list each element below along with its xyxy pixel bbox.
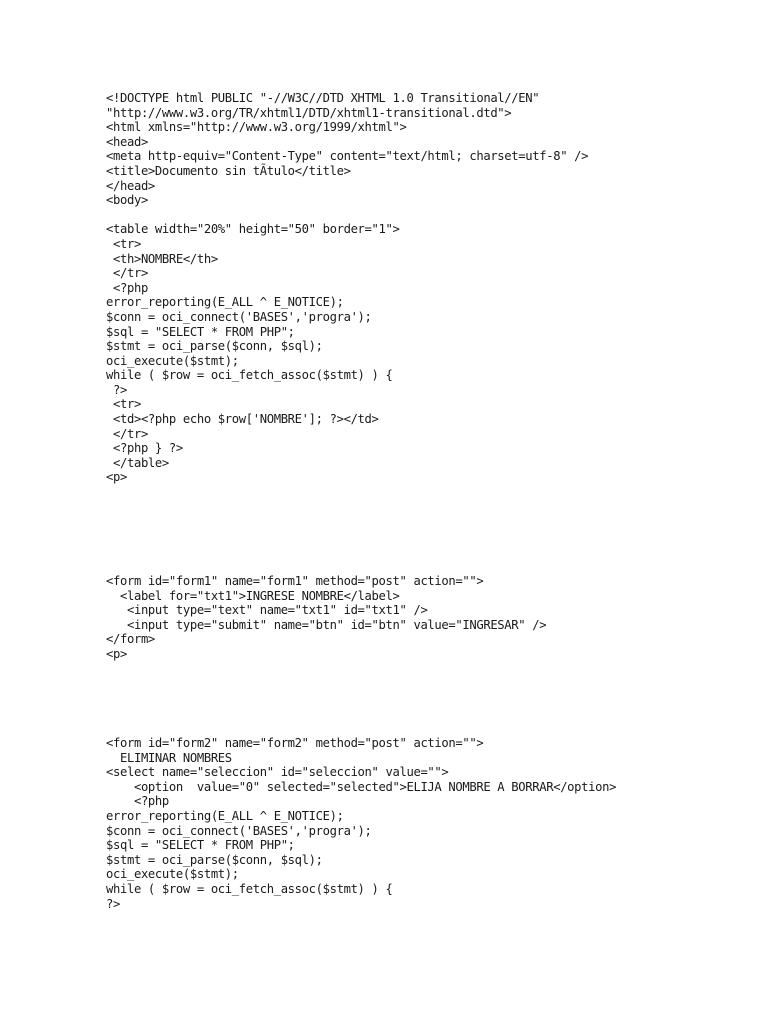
code-block-form-delete (106, 736, 616, 911)
code-line: </tr> (106, 426, 148, 441)
code-line: $sql = "SELECT * FROM PHP"; (106, 838, 295, 853)
code-line: <tr> (106, 397, 141, 412)
code-line (106, 208, 588, 223)
code-line: error_reporting(E_ALL ^ E_NOTICE); (106, 295, 344, 310)
code-block-form-insert (106, 574, 546, 662)
code-line: <p> (106, 646, 127, 661)
code-line: <select name="seleccion" id="seleccion" value=""> (106, 765, 449, 780)
code-line: <head> (106, 134, 148, 149)
code-line: <th>NOMBRE</th> (106, 251, 218, 266)
code-line: </table> (106, 455, 169, 470)
code-line: <?php (106, 794, 169, 809)
code-line: while ( $row = oci_fetch_assoc($stmt) ) { (106, 881, 393, 896)
code-line: $stmt = oci_parse($conn, $sql); (106, 339, 323, 354)
code-line: <table width="20%" height="50" border="1"> (106, 222, 400, 237)
code-line: <label for="txt1">INGRESE NOMBRE</label> (106, 588, 400, 603)
code-line: <option value="0" selected="selected">ELIJA NOMBRE A BORRAR</option> (106, 779, 617, 794)
code-line: ?> (106, 896, 120, 911)
code-line: $sql = "SELECT * FROM PHP"; (106, 324, 295, 339)
code-line: <form id="form2" name="form2" method="post" action=""> (106, 736, 484, 750)
code-line: <tr> (106, 236, 141, 251)
code-line: "http://www.w3.org/TR/xhtml1/DTD/xhtml1-transitional.dtd"> (106, 105, 512, 120)
code-line: <input type="text" name="txt1" id="txt1" /> (106, 603, 428, 618)
code-line: <html xmlns="http://www.w3.org/1999/xhtml"> (106, 120, 407, 135)
code-line: <body> (106, 193, 148, 208)
code-line: <!DOCTYPE html PUBLIC "-//W3C//DTD XHTML 1.0 Transitional//EN" (106, 91, 540, 105)
code-line: <title>Documento sin tÃtulo</title> (106, 163, 351, 178)
code-line: ELIMINAR NOMBRES (106, 750, 232, 765)
code-line: <?php (106, 280, 148, 295)
code-line: $stmt = oci_parse($conn, $sql); (106, 852, 323, 867)
code-line: oci_execute($stmt); (106, 867, 239, 882)
code-line: </tr> (106, 266, 148, 281)
code-line: oci_execute($stmt); (106, 353, 239, 368)
code-line: while ( $row = oci_fetch_assoc($stmt) ) { (106, 368, 393, 383)
code-line: <form id="form1" name="form1" method="post" action=""> (106, 574, 484, 588)
code-line: error_reporting(E_ALL ^ E_NOTICE); (106, 808, 344, 823)
code-line: ?> (106, 382, 127, 397)
code-line: <input type="submit" name="btn" id="btn" value="INGRESAR" /> (106, 617, 547, 632)
code-line: $conn = oci_connect('BASES','progra'); (106, 823, 372, 838)
code-line: </form> (106, 632, 155, 647)
code-line: </head> (106, 178, 155, 193)
code-line: <?php } ?> (106, 441, 183, 456)
code-line: <p> (106, 470, 127, 485)
code-line: <td><?php echo $row['NOMBRE']; ?></td> (106, 412, 379, 427)
code-line: <meta http-equiv="Content-Type" content="text/html; charset=utf-8" /> (106, 149, 589, 164)
code-block-html-head-table (106, 91, 588, 485)
code-line: $conn = oci_connect('BASES','progra'); (106, 309, 372, 324)
